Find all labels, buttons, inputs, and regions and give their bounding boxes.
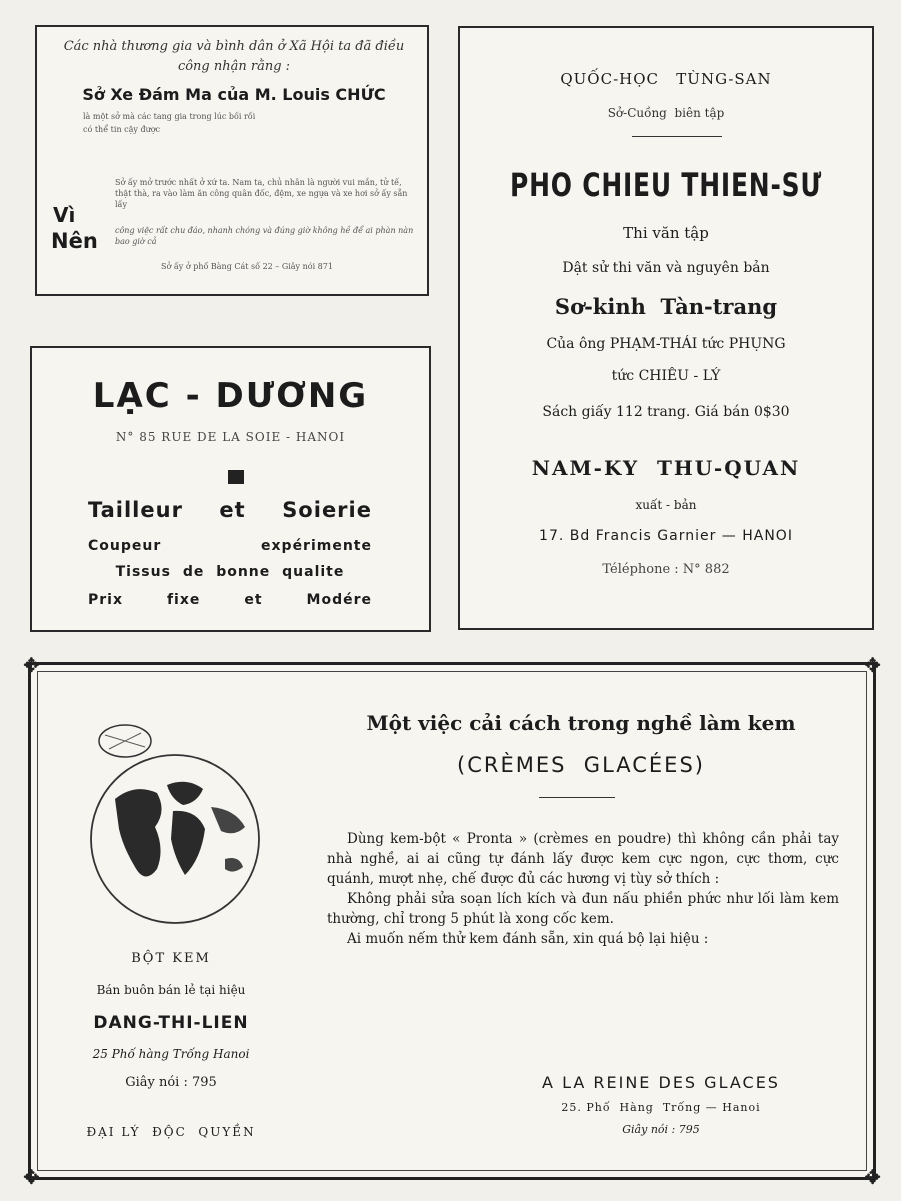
tailor-advertisement [30,346,431,632]
book-author-line-1: Của ông PHẠM-THÁI tức PHỤNG [546,336,786,352]
shop-phone: Giây nói : 795 [125,1075,217,1090]
tailor-address: N° 85 RUE DE LA SOIE - HANOI [115,430,346,444]
icecream-headline: Một việc cải cách trong nghề làm kem [366,711,796,735]
icecream-subheadline: (CRÈMES GLACÉES) [457,753,705,777]
book-title: PHO CHIEU THIEN-SƯ [510,166,822,204]
icecream-body [327,829,839,949]
funeral-advertisement [35,25,429,296]
funeral-address: Sở ấy ở phố Bàng Cát số 22 – Giây nói 871 [161,262,333,271]
funeral-line-2: có thể tin cậy được [83,125,161,134]
funeral-vi-label: Vì [53,203,76,227]
book-phone: Téléphone : N° 882 [602,562,730,577]
book-editor: Sở-Cuồng biên tập [607,106,725,120]
icecream-advertisement [23,653,881,1189]
tailor-line-3 [88,564,372,580]
brand-name: A LA REINE DES GLACES [542,1073,780,1092]
tailor-title: LẠC - DƯƠNG [92,376,369,416]
book-author-line-2: tức CHIÊU - LÝ [611,368,721,384]
tailor-word: expérimente [261,538,372,554]
trade-line: Bán buôn bán lẻ tại hiệu [96,983,246,997]
funeral-intro: Các nhà thương gia và bình dân ở Xã Hội ta đã điều công nhận rằng : [63,39,405,74]
brand-address: 25. Phố Hàng Trống — Hanoi [561,1101,761,1114]
product-name: BỘT KEM [131,951,211,966]
tailor-word: et [219,498,246,522]
body-paragraph: Không phải sửa soạn lích kích và đun nấu phiền phức như lối làm kem thường, chỉ trong 5 phút là xong cốc kem. [327,891,839,927]
tailor-word: Tailleur [88,498,183,522]
book-price: Sách giấy 112 trang. Giá bán 0$30 [542,404,790,420]
corner-ornament-icon: ✥ [864,1165,881,1189]
tailor-line-4 [88,592,372,608]
corner-ornament-icon: ✥ [864,653,881,677]
corner-ornament-icon: ✥ [23,1165,40,1189]
book-description: Dật sử thi văn và nguyên bản [562,260,770,276]
funeral-line-1: là một sở mà các tang gia trong lúc bối rối [83,112,256,121]
tailor-word: Coupeur [88,538,162,554]
tailor-word: Prix [88,592,123,608]
square-ornament [228,470,244,484]
tailor-word: Modére [306,592,372,608]
brand-phone: Giây nói : 795 [622,1123,700,1136]
book-series: QUỐC-HỌC TÙNG-SAN [560,70,772,88]
tailor-word: Soierie [282,498,372,522]
body-paragraph: Dùng kem-bột « Pronta » (crèmes en poudre) thì không cần phải tay nhà nghề, ai ai cũng tự đánh lấy được kem cực ngon, cực thơm, cực quánh, mượt nhẹ, chế được đủ các hương vị tùy sở thích : [327,831,839,887]
tailor-line-1 [88,498,372,522]
tailor-line-2 [88,538,372,554]
globe-icon [75,719,275,929]
divider [632,136,722,137]
funeral-nen-label: Nên [51,229,98,253]
shop-address: 25 Phố hàng Trống Hanoi [92,1047,250,1061]
tailor-word: Tissus de bonne qualite [115,564,345,580]
funeral-headline: Sở Xe Đám Ma của M. Louis CHỨC [82,85,386,104]
book-publisher: NAM-KY THU-QUAN [531,456,801,480]
funeral-vi-text: Sở ấy mở trước nhất ở xứ ta. Nam ta, chủ nhân là người vui mắn, tử tế, thật thà, ra vào làm ăn công quân đốc, đệm, xe ngựa và xe hơi sở ấy sẵn lấy [115,178,408,209]
agency-label: ĐẠI LÝ ĐỘC QUYỀN [86,1125,256,1139]
tailor-word: et [244,592,263,608]
book-publisher-sub: xuất - bản [635,498,697,512]
funeral-nen-text: công việc rất chu đáo, nhanh chóng và đúng giờ không hề để ai phàn nàn bao giờ cả [115,226,414,246]
shop-name: DANG-THI-LIEN [93,1013,249,1033]
book-advertisement [458,26,874,630]
book-name: Sơ-kinh Tàn-trang [554,294,778,319]
corner-ornament-icon: ✥ [23,653,40,677]
body-paragraph: Ai muốn nếm thử kem đánh sẵn, xin quá bộ lại hiệu : [347,931,709,947]
tailor-word: fixe [166,592,201,608]
book-address: 17. Bd Francis Garnier — HANOI [539,528,793,544]
book-subtitle: Thi văn tập [623,224,709,242]
divider [539,797,615,798]
